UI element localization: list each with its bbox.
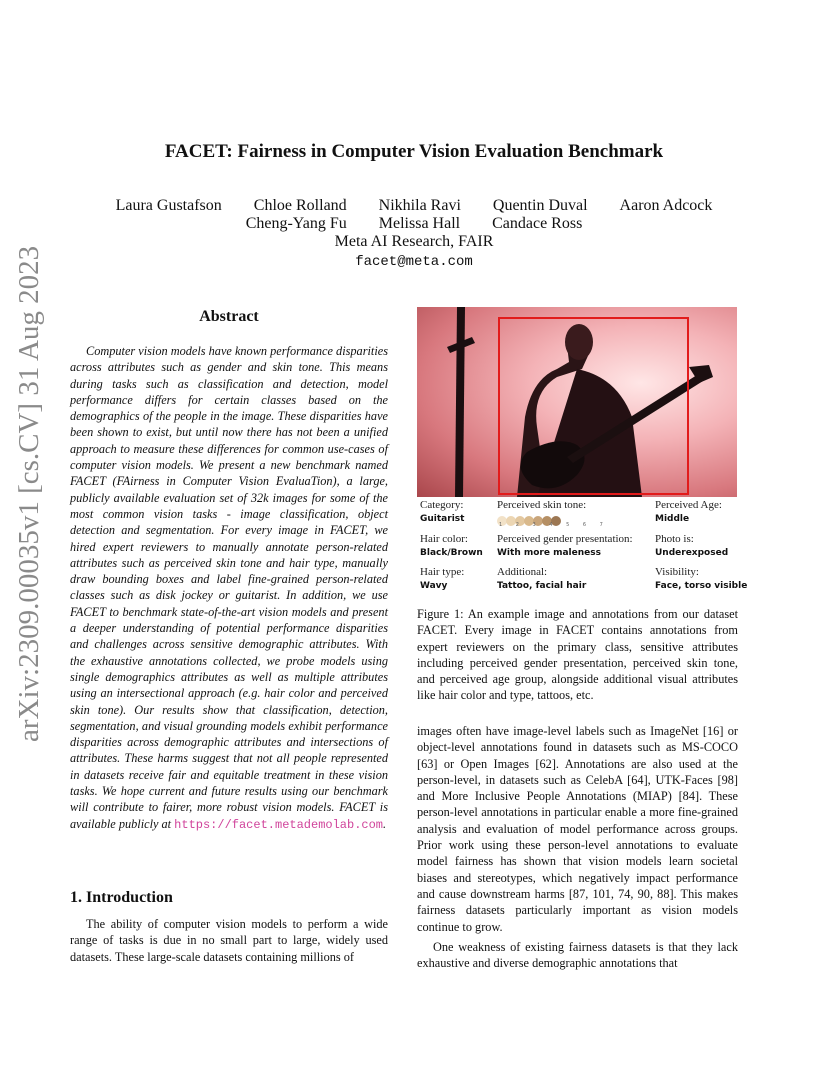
annotation-label: Perceived Age:: [655, 499, 722, 511]
author-list-row-2: [0, 213, 828, 235]
author: Laura Gustafson: [115, 197, 222, 214]
abstract-text: Computer vision models have known performance disparities across attributes such as gender and skin tone. This means during tasks such as classification and detection, model performance differs for certain classes based on the demographics of the people in the image. These disparities have been shown to exist, but until now there has not been a unified approach to measure these differences for common use-cases of computer vision models. We present a new benchmark named FACET (FAirness in Computer Vision EvaluaTion), a large, publicly available evaluation set of 32k images for some of the most common vision tasks - image classification, object detection and segmentation. For every image in FACET, we hired expert reviewers to manually annotate person-related attributes such as perceived skin tone and hair type, manually draw bounding boxes and label fine-grained person-related classes such as disk jockey or guitarist. In addition, we use FACET to benchmark state-of-the-art vision models and present a deeper understanding of potential performance disparities and challenges across sensitive demographic attributes. With the exhaustive annotations collected, we probe models using single demographics attributes as well as multiple attributes using an intersectional approach (e.g. hair color and perceived skin tone). Our results show that classification, detection, segmentation, and visual grounding models exhibit performance disparities across demographic attributes and intersections of attributes. These harms suggest that not all people represented in datasets receive fair and equitable treatment in these vision tasks. We hope current and future results using our benchmark will contribute to fairer, more robust vision models. FACET is available publicly at: [70, 344, 388, 831]
annotation-category: [420, 499, 464, 525]
paragraph: images often have image-level labels such as ImageNet [16] or object-level annotations found in datasets such as MS-COCO [63] or Open Images [62]. Annotations are also used at the person-level, in datasets such as CelebA [64], UTK-Faces [98] and More Inclusive People Annotations (MIAP) [84]. These person-level annotations in particular enable a more fine-grained analysis and evaluation of model performance across groups. Prior work using these person-level annotations to evaluate model fairness has shown that vision models learn societal biases and stereotypes, which negatively impact performance and cause downstream harms [87, 101, 74, 90, 88]. This makes fairness datasets particularly important as vision models continue to grow.: [417, 724, 738, 934]
paper-title: FACET: Fairness in Computer Vision Evaluation Benchmark: [164, 141, 664, 162]
author: Chloe Rolland: [253, 197, 347, 214]
author: Quentin Duval: [492, 197, 588, 214]
annotation-photo-exposure: [655, 533, 728, 559]
author: Cheng-Yang Fu: [245, 215, 347, 232]
contact-email[interactable]: facet@meta.com: [355, 254, 473, 270]
annotation-value: Black/Brown: [420, 548, 483, 558]
annotation-label: Category:: [420, 499, 464, 511]
annotation-value: With more maleness: [497, 548, 601, 558]
annotation-label: Perceived skin tone:: [497, 499, 587, 511]
arxiv-stamp: arXiv:2309.00035v1 [cs.CV] 31 Aug 2023: [13, 245, 45, 742]
annotation-label: Additional:: [497, 566, 548, 578]
intro-paragraph: The ability of computer vision models to perform a wide range of tasks is due in no small part to large, widely used datasets. These large-scale datasets containing millions of: [70, 917, 388, 964]
abstract-end: .: [383, 816, 387, 831]
author: Aaron Adcock: [619, 197, 713, 214]
right-column-body: [417, 723, 738, 971]
annotation-value: Underexposed: [655, 548, 729, 558]
annotation-hair-color: [420, 533, 483, 559]
annotation-value: Wavy: [420, 581, 448, 591]
annotation-hair-type: [420, 566, 464, 592]
annotation-label: Photo is:: [655, 533, 694, 545]
project-url-link[interactable]: https://facet.metademolab.com: [174, 817, 384, 832]
annotation-skin-tone: [497, 499, 647, 529]
skin-tone-scale-numbers: 1 2 3 4 5 6 7: [499, 522, 609, 528]
annotation-value: Middle: [655, 514, 690, 524]
section-heading-introduction: 1. Introduction: [70, 889, 173, 906]
author: Nikhila Ravi: [378, 197, 461, 214]
author: Melissa Hall: [378, 215, 461, 232]
annotation-additional: [497, 566, 586, 592]
person-bounding-box: [498, 317, 689, 495]
annotation-value: Guitarist: [420, 514, 465, 524]
annotation-visibility: [655, 566, 747, 592]
author: Candace Ross: [492, 215, 583, 232]
annotation-value: Face, torso visible: [655, 581, 748, 591]
annotation-age: [655, 499, 722, 525]
affiliation: Meta AI Research, FAIR: [334, 233, 494, 250]
annotation-gender-presentation: [497, 533, 633, 559]
paragraph: One weakness of existing fairness datasets is that they lack exhaustive and diverse demographic annotations that: [417, 939, 738, 971]
annotation-label: Perceived gender presentation:: [497, 533, 633, 545]
annotation-label: Hair type:: [420, 566, 465, 578]
abstract-body: [70, 343, 388, 833]
annotation-label: Hair color:: [420, 533, 468, 545]
abstract-heading: Abstract: [199, 308, 259, 325]
annotation-value: Tattoo, facial hair: [497, 581, 587, 591]
figure-caption: Figure 1: An example image and annotations from our dataset FACET. Every image in FACET contains annotations from expert reviewers on the primary class, sensitive attributes including perceived gender presentation, perceived skin tone, and perceived age group, alongside additional visual attributes like hair color and type, tattoos, etc.: [417, 607, 738, 703]
annotation-label: Visibility:: [655, 566, 699, 578]
